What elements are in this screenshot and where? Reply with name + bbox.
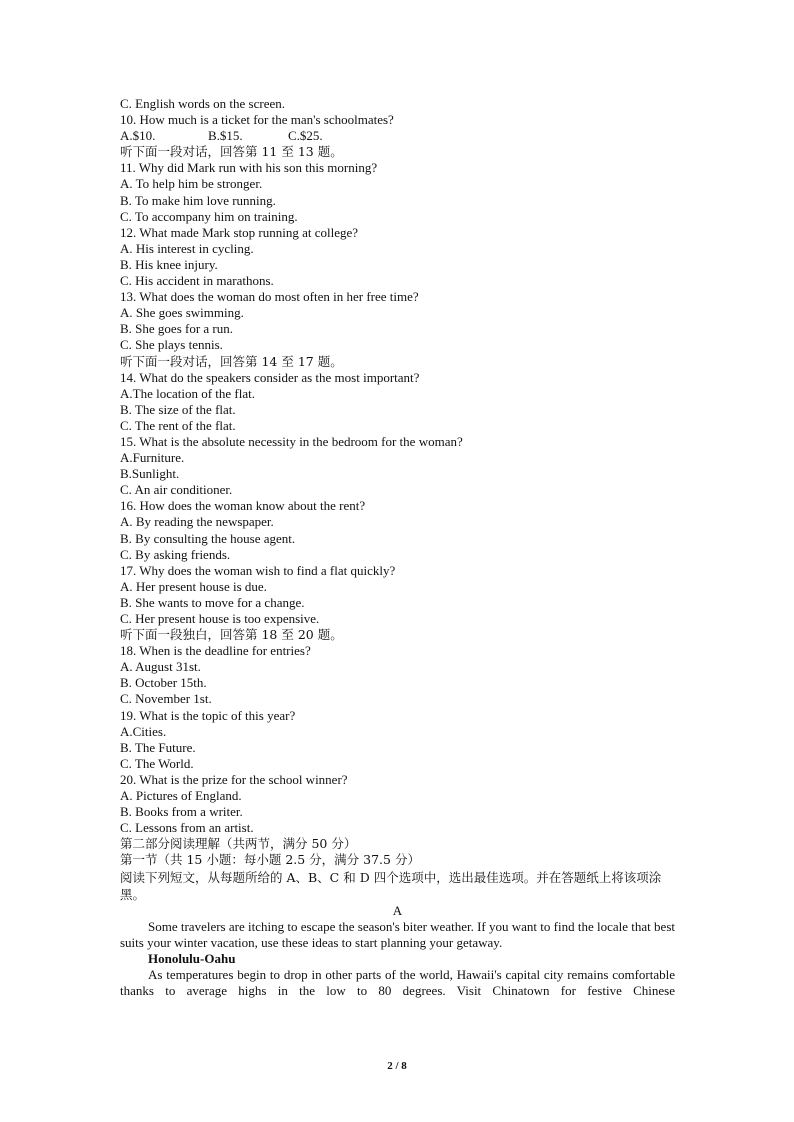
block-line: A.The location of the flat. bbox=[120, 385, 256, 401]
question-line: 10. How much is a ticket for the man's schoolmates? bbox=[120, 112, 394, 128]
block-line: A. Pictures of England. bbox=[120, 788, 242, 804]
exam-page bbox=[120, 96, 675, 999]
block-line: 12. What made Mark stop running at college? bbox=[120, 224, 359, 240]
block-11-13 bbox=[120, 160, 675, 353]
q10-option-a: A.$10. bbox=[120, 128, 156, 144]
q10-option-b: B.$15. bbox=[208, 128, 243, 144]
section-instruction: 听下面一段对话，回答第 14 至 17 题。 bbox=[120, 353, 343, 369]
passage-letter: A bbox=[392, 902, 403, 918]
passage-intro: Some travelers are itching to escape the season's biter weather. If you want to find the locale that best suits your winter vacation, use these ideas to start planning your getaway. bbox=[120, 918, 675, 950]
block-line: 17. Why does the woman wish to find a flat quickly? bbox=[120, 562, 396, 578]
block-line: A.Cities. bbox=[120, 723, 167, 739]
block-line: A. By reading the newspaper. bbox=[120, 514, 274, 530]
block-line: A. To help him be stronger. bbox=[120, 176, 263, 192]
block-line: B.Sunlight. bbox=[120, 466, 180, 482]
block-line: B. The Future. bbox=[120, 739, 196, 755]
block-18-20 bbox=[120, 643, 675, 836]
block-line: A. August 31st. bbox=[120, 659, 201, 675]
block-line: 18. When is the deadline for entries? bbox=[120, 643, 311, 659]
q10-option-c: C.$25. bbox=[288, 128, 323, 144]
block-line: C. She plays tennis. bbox=[120, 337, 223, 353]
block-line: B. The size of the flat. bbox=[120, 401, 236, 417]
block-line: C. His accident in marathons. bbox=[120, 273, 274, 289]
passage-heading: Honolulu-Oahu bbox=[148, 950, 236, 966]
block-line: 16. How does the woman know about the rent? bbox=[120, 498, 366, 514]
block-line: C. The World. bbox=[120, 755, 194, 771]
block-line: B. She goes for a run. bbox=[120, 321, 234, 337]
part2-title: 第二部分阅读理解（共两节，满分 50 分） bbox=[120, 836, 357, 852]
block-line: C. By asking friends. bbox=[120, 546, 231, 562]
block-line: A. His interest in cycling. bbox=[120, 240, 254, 256]
block-line: 13. What does the woman do most often in her free time? bbox=[120, 289, 419, 305]
block-line: A. Her present house is due. bbox=[120, 578, 267, 594]
block-line: B. To make him love running. bbox=[120, 192, 276, 208]
section-instruction: 听下面一段独白，回答第 18 至 20 题。 bbox=[120, 627, 343, 643]
block-line: C. Her present house is too expensive. bbox=[120, 611, 320, 626]
block-line: C. To accompany him on training. bbox=[120, 208, 298, 224]
block-line: B. She wants to move for a change. bbox=[120, 594, 305, 610]
block-14-17 bbox=[120, 370, 675, 628]
block-line: 15. What is the absolute necessity in the bedroom for the woman? bbox=[120, 433, 463, 449]
block-line: B. By consulting the house agent. bbox=[120, 530, 296, 546]
q10-options bbox=[120, 128, 675, 144]
block-line: A. She goes swimming. bbox=[120, 305, 244, 321]
block-line: C. Lessons from an artist. bbox=[120, 820, 254, 836]
part2-section1: 第一节（共 15 小题：每小题 2.5 分，满分 37.5 分） bbox=[120, 852, 420, 868]
option-line: C. English words on the screen. bbox=[120, 96, 286, 111]
block-line: 19. What is the topic of this year? bbox=[120, 707, 296, 723]
block-line: C. An air conditioner. bbox=[120, 482, 233, 498]
block-line: 11. Why did Mark run with his son this morning? bbox=[120, 160, 378, 176]
block-line: C. November 1st. bbox=[120, 691, 212, 707]
block-line: C. The rent of the flat. bbox=[120, 417, 236, 433]
block-line: B. October 15th. bbox=[120, 675, 207, 691]
block-line: 20. What is the prize for the school winner? bbox=[120, 771, 348, 787]
page-number: 2 / 8 bbox=[387, 1060, 407, 1072]
passage-body: As temperatures begin to drop in other parts of the world, Hawaii's capital city remains comfortable thanks to average highs in the low to 80 degrees. Visit Chinatown for festive Chinese bbox=[120, 966, 675, 998]
block-line: B. His knee injury. bbox=[120, 256, 218, 272]
section-instruction: 听下面一段对话，回答第 11 至 13 题。 bbox=[120, 144, 343, 160]
block-line: 14. What do the speakers consider as the most important? bbox=[120, 369, 420, 385]
part2-instructions: 阅读下列短文，从每题所给的 A、B、C 和 D 四个选项中，选出最佳选项。并在答题纸上将该项涂黑。 bbox=[120, 869, 662, 902]
block-line: A.Furniture. bbox=[120, 450, 185, 466]
block-line: B. Books from a writer. bbox=[120, 804, 243, 820]
